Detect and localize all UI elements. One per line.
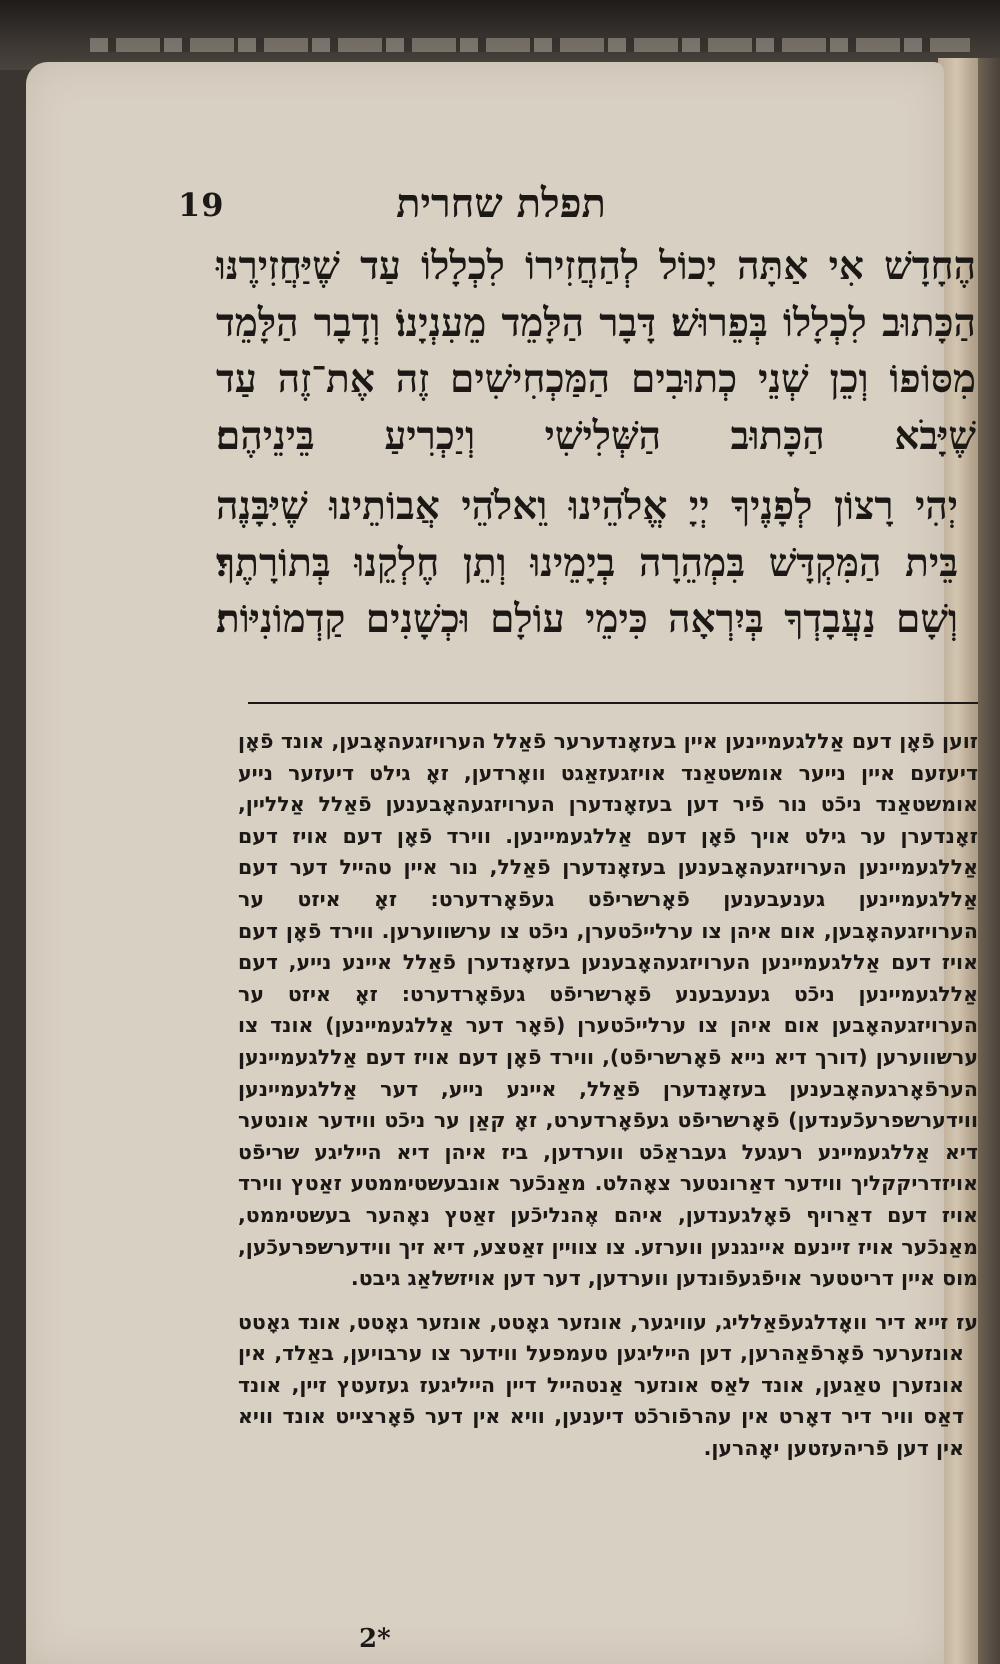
section-divider-rule — [248, 702, 978, 704]
yiddish-translation — [238, 726, 978, 1465]
printer-signature-mark: 2* — [359, 1624, 391, 1654]
page-number: 19 — [178, 186, 225, 224]
book-spine-shadow — [978, 58, 1000, 1664]
hebrew-paragraph-1: הֶחָדָשׁ אִי אַתָּה יָכוֹל לְהַחֲזִירוֹ לִכְלָלוֹ עַד שֶׁיַּחֲזִירֶנּוּ הַכָּתוּב לִכְלָלוֹ בְּפֵרוּשׁ׃ דָּבָר הַלָּמֵד מֵעִנְיָנוֹ׃ וְדָבָר הַלָּמֵד מִסּוֹפוֹ וְכֵן שְׁנֵי כְתוּבִים הַמַּכְחִישִׁים זֶה אֶת־זֶה עַד שֶׁיָּבֹא הַכָּתוּב הַשְּׁלִישִׁי וְיַכְרִיעַ בֵּינֵיהֶם׃ — [216, 243, 976, 459]
torn-cover-edge — [90, 38, 970, 52]
yiddish-paragraph-1: זוען פֿאָן דעם אַללגעמיינען איין בעזאָנדערער פֿאַלל הערויזגעהאָבען, אונד פֿאָן דיעזעם איין נייער אומשטאַנד אויזגעזאַגט וואָרדען, זאָ גילט דיעזער נייע אומשטאַנד ניכֿט נור פֿיר דען בעזאָנדערן הערויזגעהאָבענען פֿאַלל אַלליין, זאָנדערן ער גילט אויך פֿאָן דעם אַללגעמיינען. ווירד פֿאָן דעם אויז דעם אַללגעמיינען הערויזגעהאָבענען בעזאָנדערן פֿאַלל, נור איין טהייל דער דעם אַללגעמיינען גענעבענען פֿאָרשריפֿט געפֿאָרדערט: זאָ איזט ער הערויזגעהאָבען, אום איהן צו ערלייכֿטערן, ניכֿט צו ערשווערען. ווירד פֿאָן דעם אויז דעם אַללגעמיינען הערויזגעהאָבענען בעזאָנדערן פֿאַלל איינע נייע, דעם אַללגעמיינען ניכֿט גענעבענע פֿאָרשריפֿט געפֿאָרדערט: זאָ איזט ער הערויזגעהאָבען אום איהן צו ערלייכֿטערן (פֿאָר דער אַללגעמיינען) אונד צו ערשווערען (דורך דיא נייא פֿאָרשריפֿט), ווירד פֿאָן דעם אויז דעם אַללגעמיינען הערפֿאָרגעהאָבענען בעזאָנדערן פֿאַלל, איינע נייע, דער אַללגעמיינען ווידערשפרעכֿענדען) פֿאָרשריפֿט געפֿאָרדערט, זאָ קאַן ער ניכֿט ווידער אונטער דיא אַללגעמיינע רעגעל געבראַכֿט ווערדען, ביז איהן דיא הייליגע שריפֿט אויזדריקקליך ווידער דאַרונטער צאָהלט. מאַנכֿער אונבעשטיממטע זאַטץ ווירד אויז דעם דאַרויף פֿאָלגענדען, איהם אֶהנליכֿען זאַטץ נאָהער בעשטיממט, מאַנכֿער אויז זיינעם איינגנען ווערזע. צו צוויין זאַטצע, דיא זיך ווידערשפרעכֿען, מוס איין דריטטער אויפֿגעפֿונדען ווערדען, דער דען אויזשלאַג גיבט. — [238, 729, 978, 1291]
book-top-edge — [0, 0, 1000, 70]
hebrew-paragraph-2: יְהִי רָצוֹן לְפָנֶיךָ יְיָ אֱלֹהֵינוּ וֵאלֹהֵי אֲבוֹתֵינוּ שֶׁיִּבָּנֶה בֵּית הַמִּקְדָּשׁ בִּמְהֵרָה בְיָמֵינוּ וְתֵן חֶלְקֵנוּ בְּתוֹרָתֶךָ׃ וְשָׁם נַעֲבָדְךָ בְּיִרְאָה כִּימֵי עוֹלָם וּכְשָׁנִים קַדְמוֹנִיּוֹת׃ — [216, 483, 958, 642]
yiddish-paragraph-2: עז זייא דיר וואָדלגעפֿאַלליג, עוויגער, אונזער גאָטט, אונזער גאָטט, אונד גאָטט אונזערער פֿאָרפֿאַהרען, דען הייליגען טעמפעל ווידער צו ערבויען, באַלד, אין אונזערן טאַגען, אונד לאַס אונזער אַנטהייל דיין הייליגעז געזעטץ זיין, אונד דאַס וויר דיר דאָרט אין עהרפֿורכֿט דיענען, וויא אין דער פֿאָרצייט אונד וויא אין דען פֿריהעזטען יאָהרען. — [238, 1309, 978, 1461]
running-head: תפלת שחרית — [396, 180, 606, 227]
hebrew-prayer-text — [216, 238, 976, 648]
book-page — [26, 62, 978, 1664]
